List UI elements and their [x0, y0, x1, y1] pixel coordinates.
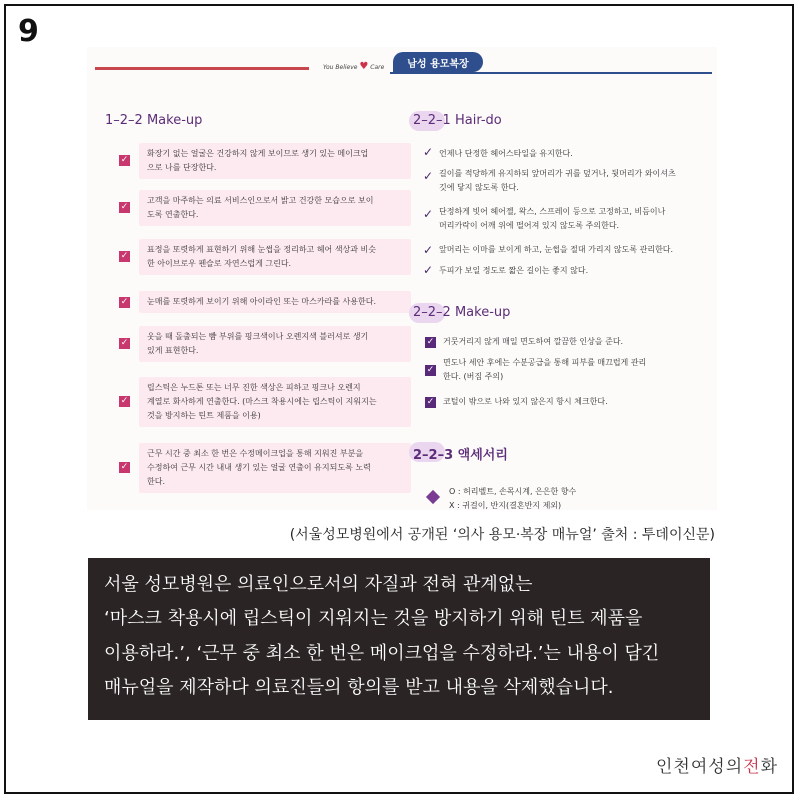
logo-part: 여성의 — [690, 757, 744, 777]
body-line: 서울 성모병원은 의료인으로서의 자질과 전혀 관계없는 — [104, 574, 533, 595]
heading-number: 2–2–2 — [413, 305, 451, 320]
logo-part: 인천 — [655, 757, 691, 777]
hair-item — [439, 264, 709, 278]
checkbox-icon: ✓ — [426, 365, 435, 375]
heading-title: Hair-do — [454, 113, 502, 128]
logo-part: 화 — [760, 757, 778, 777]
check-mark-icon: ✓ — [423, 263, 434, 277]
item-line: 거뭇거리지 않게 매일 면도하여 깔끔한 인상을 준다. — [443, 337, 624, 346]
item-line: 눈매를 또렷하게 보이기 위해 아이라인 또는 마스카라를 사용한다. — [147, 297, 376, 306]
header-brand — [323, 61, 384, 72]
diamond-icon — [426, 490, 440, 504]
item-line: 화장기 없는 얼굴은 건강하지 않게 보이므로 생기 있는 메이크업 — [147, 149, 369, 158]
heading-title: Make-up — [146, 113, 203, 128]
heading-number: 2–2–1 — [413, 113, 451, 128]
body-line: 매뉴얼을 제작하다 의료진들의 항의를 받고 내용을 삭제했습니다. — [104, 677, 614, 698]
body-line: 이용하라.’, ‘근무 중 최소 한 번은 메이크업을 수정하라.’는 내용이 담긴 — [104, 643, 660, 664]
checkbox-icon: ✓ — [120, 462, 129, 472]
hair-item — [439, 167, 709, 195]
header-rule-left — [95, 67, 309, 70]
brand-tail: Care — [370, 64, 385, 71]
item-line: 언제나 단정한 헤어스타일을 유지한다. — [439, 149, 573, 158]
item-line: 웃을 때 돌출되는 뺨 부위를 핑크색이나 오렌지색 블러셔로 생기 — [147, 332, 369, 341]
item-line: 으로 나를 단장한다. — [147, 163, 217, 172]
check-mark-icon: ✓ — [423, 145, 434, 159]
explanation-box — [88, 558, 710, 720]
makeup-item — [443, 356, 713, 384]
checkbox-icon: ✓ — [426, 397, 435, 407]
item-line: 계열로 화사하게 연출한다. (마스크 착용시에는 립스틱이 지워지는 — [147, 397, 377, 406]
body-line: ‘마스크 착용시에 립스틱이 지워지는 것을 방지하기 위해 틴트 제품을 — [104, 608, 643, 629]
brand-text: You Believe — [323, 64, 358, 71]
disallowed-line: X : 귀걸이, 반지(결혼반지 제외) — [449, 501, 562, 510]
item-line: 깃에 닿지 않도록 한다. — [439, 183, 519, 192]
hair-do-heading — [413, 113, 502, 128]
hair-item — [439, 243, 709, 257]
makeup-item — [443, 395, 713, 409]
heading-title: 액세서리 — [457, 448, 508, 463]
item-line: 수정하여 근무 시간 내내 생기 있는 얼굴 연출이 유지되도록 노력 — [147, 463, 371, 472]
checkbox-icon: ✓ — [120, 396, 129, 406]
item-line: 머리카락이 어깨 위에 떨어져 있지 않도록 주의한다. — [439, 221, 620, 230]
item-line: 립스틱은 누드톤 또는 너무 진한 색상은 피하고 핑크나 오렌지 — [147, 383, 361, 392]
makeup-item — [443, 335, 713, 349]
item-line: 한다. (버짐 주의) — [443, 372, 504, 381]
heart-icon: ♥ — [359, 61, 369, 72]
checkbox-icon: ✓ — [120, 251, 129, 261]
item-line: 코털이 밖으로 나와 있지 않은지 항시 체크한다. — [443, 397, 608, 406]
item-line: 두피가 보일 정도로 짧은 길이는 좋지 않다. — [439, 266, 589, 275]
left-makeup-heading — [105, 113, 202, 128]
checkbox-icon: ✓ — [120, 202, 129, 212]
item-line: 도록 연출한다. — [147, 210, 199, 219]
item-line: 것을 방지하는 틴트 제품을 이용) — [147, 411, 261, 420]
item-line: 한다. — [147, 477, 165, 486]
item-line: 있게 표현한다. — [147, 346, 199, 355]
logo-accent: 전 — [743, 757, 761, 777]
check-mark-icon: ✓ — [423, 243, 434, 257]
accessories-heading — [413, 444, 508, 463]
heading-title: Make-up — [454, 305, 511, 320]
item-line: 면도나 세안 후에는 수분공급을 통해 피부를 매끄럽게 관리 — [443, 358, 647, 367]
checkbox-icon: ✓ — [120, 155, 129, 165]
page-number: 9 — [18, 14, 39, 49]
hair-item — [439, 205, 709, 233]
manual-scan-image — [87, 47, 717, 510]
accessory-rules — [449, 485, 719, 513]
item-line: 표정을 또렷하게 표현하기 위해 눈썹을 정리하고 헤어 색상과 비슷 — [147, 245, 376, 254]
heading-number: 2–2–3 — [413, 448, 454, 463]
footer-logo — [656, 752, 778, 777]
hair-item — [439, 147, 709, 161]
item-line: 길이를 적당하게 유지하되 앞머리가 귀를 덮거나, 뒷머리가 와이셔츠 — [439, 169, 676, 178]
heading-number: 1–2–2 — [105, 113, 143, 128]
item-line: 단정하게 빗어 헤어젤, 왁스, 스프레이 등으로 고정하고, 비듬이나 — [439, 207, 666, 216]
right-makeup-heading — [413, 305, 510, 320]
item-line: 앞머리는 이마를 보이게 하고, 눈썹을 절대 가리지 않도록 관리한다. — [439, 245, 674, 254]
item-line: 고객을 마주하는 의료 서비스인으로서 밝고 건강한 모습으로 보이 — [147, 196, 374, 205]
item-line: 한 아이브로우 펜슬로 자연스럽게 그린다. — [147, 259, 292, 268]
checkbox-icon: ✓ — [120, 338, 129, 348]
checkbox-icon: ✓ — [120, 297, 129, 307]
checkbox-icon: ✓ — [426, 337, 435, 347]
section-tab: 남성 용모복장 — [393, 52, 483, 72]
image-caption: (서울성모병원에서 공개된 ‘의사 용모·복장 매뉴얼’ 출처 : 투데이신문) — [289, 527, 715, 543]
item-line: 근무 시간 중 최소 한 번은 수정메이크업을 통해 지워진 부분을 — [147, 449, 364, 458]
header-rule-right — [390, 72, 712, 74]
check-mark-icon: ✓ — [423, 169, 434, 183]
allowed-line: O : 허리벨트, 손목시계, 은은한 향수 — [449, 487, 577, 496]
check-mark-icon: ✓ — [423, 207, 434, 221]
